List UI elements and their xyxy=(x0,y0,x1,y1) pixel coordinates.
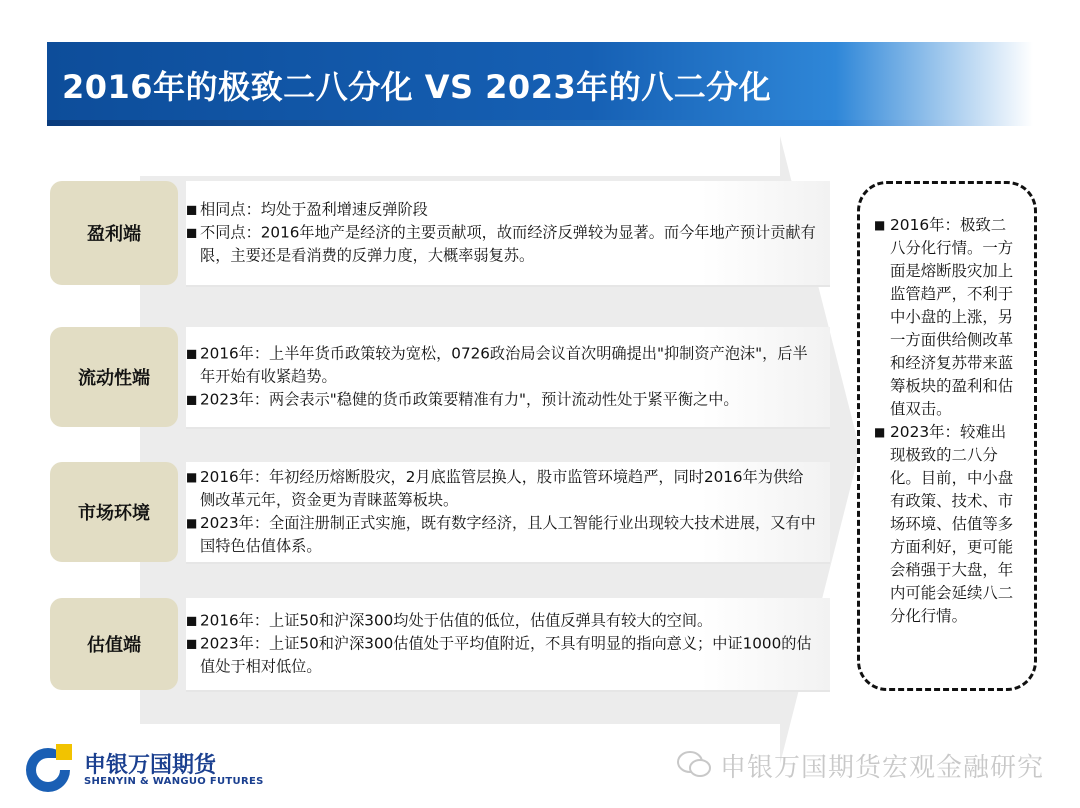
slide-title: 2016年的极致二八分化 VS 2023年的八二分化 xyxy=(62,68,772,106)
logo-text-cn: 申银万国期货 xyxy=(84,753,217,778)
bullet-square-icon: ■ xyxy=(874,425,886,439)
swhy-logo-icon xyxy=(22,740,78,796)
summary-item: ■ 2023年：较难出现极致的二八分化。目前，中小盘有政策、技术、市场环境、估值等多方面利好，更可能会稍强于大盘，年内可能会延续八二分化行情。 xyxy=(874,421,1020,628)
bullet-square-icon: ■ xyxy=(186,613,198,628)
row-profit xyxy=(50,181,830,285)
bullet-item: ■ 2016年：年初经历熔断股灾，2月底监管层换人，股市监管环境趋严，同时2016年为供给侧改革元年，资金更为青睐蓝筹板块。 xyxy=(186,466,816,512)
row-label: 市场环境 xyxy=(50,462,178,562)
bullet-item: ■ 不同点：2016年地产是经济的主要贡献项，故而经济反弹较为显著。而今年地产预计贡献有限，主要还是看消费的反弹力度，大概率弱复苏。 xyxy=(186,222,816,268)
bullet-item: ■ 2016年：上半年货币政策较为宽松，0726政治局会议首次明确提出"抑制资产泡沫"，后半年开始有收紧趋势。 xyxy=(186,343,816,389)
bullet-item: ■ 2023年：上证50和沪深300估值处于平均值附近，不具有明显的指向意义；中证1000的估值处于相对低位。 xyxy=(186,633,816,679)
bullet-item: ■ 相同点：均处于盈利增速反弹阶段 xyxy=(186,199,816,222)
row-market-environment xyxy=(50,462,830,562)
bullet-square-icon: ■ xyxy=(186,346,198,361)
row-content xyxy=(186,598,830,690)
row-content xyxy=(186,181,830,285)
row-content xyxy=(186,327,830,427)
row-liquidity xyxy=(50,327,830,427)
watermark xyxy=(676,745,1044,785)
row-label: 盈利端 xyxy=(50,181,178,285)
wechat-icon xyxy=(676,750,712,780)
bullet-square-icon: ■ xyxy=(186,516,198,530)
row-valuation xyxy=(50,598,830,690)
row-content xyxy=(186,462,830,562)
bullet-square-icon: ■ xyxy=(186,470,198,484)
bullet-square-icon: ■ xyxy=(874,218,886,232)
bullet-item: ■ 2023年：两会表示"稳健的货币政策要精准有力"，预计流动性处于紧平衡之中。 xyxy=(186,389,816,412)
bullet-square-icon: ■ xyxy=(186,202,198,217)
summary-box xyxy=(857,181,1037,691)
logo-text-en: SHENYIN & WANGUO FUTURES xyxy=(84,776,264,787)
bullet-square-icon: ■ xyxy=(186,392,198,407)
bullet-square-icon: ■ xyxy=(186,225,198,240)
summary-item: ■ 2016年：极致二八分化行情。一方面是熔断股灾加上监管趋严，不利于中小盘的上涨，另一方面供给侧改革和经济复苏带来蓝筹板块的盈利和估值双击。 xyxy=(874,214,1020,421)
row-label: 流动性端 xyxy=(50,327,178,427)
company-logo xyxy=(22,740,262,800)
watermark-text: 申银万国期货宏观金融研究 xyxy=(720,752,1045,783)
bullet-item: ■ 2016年：上证50和沪深300均处于估值的低位，估值反弹具有较大的空间。 xyxy=(186,610,816,633)
row-label: 估值端 xyxy=(50,598,178,690)
bullet-item: ■ 2023年：全面注册制正式实施，既有数字经济，且人工智能行业出现较大技术进展，又有中国特色估值体系。 xyxy=(186,512,816,558)
bullet-square-icon: ■ xyxy=(186,636,198,651)
